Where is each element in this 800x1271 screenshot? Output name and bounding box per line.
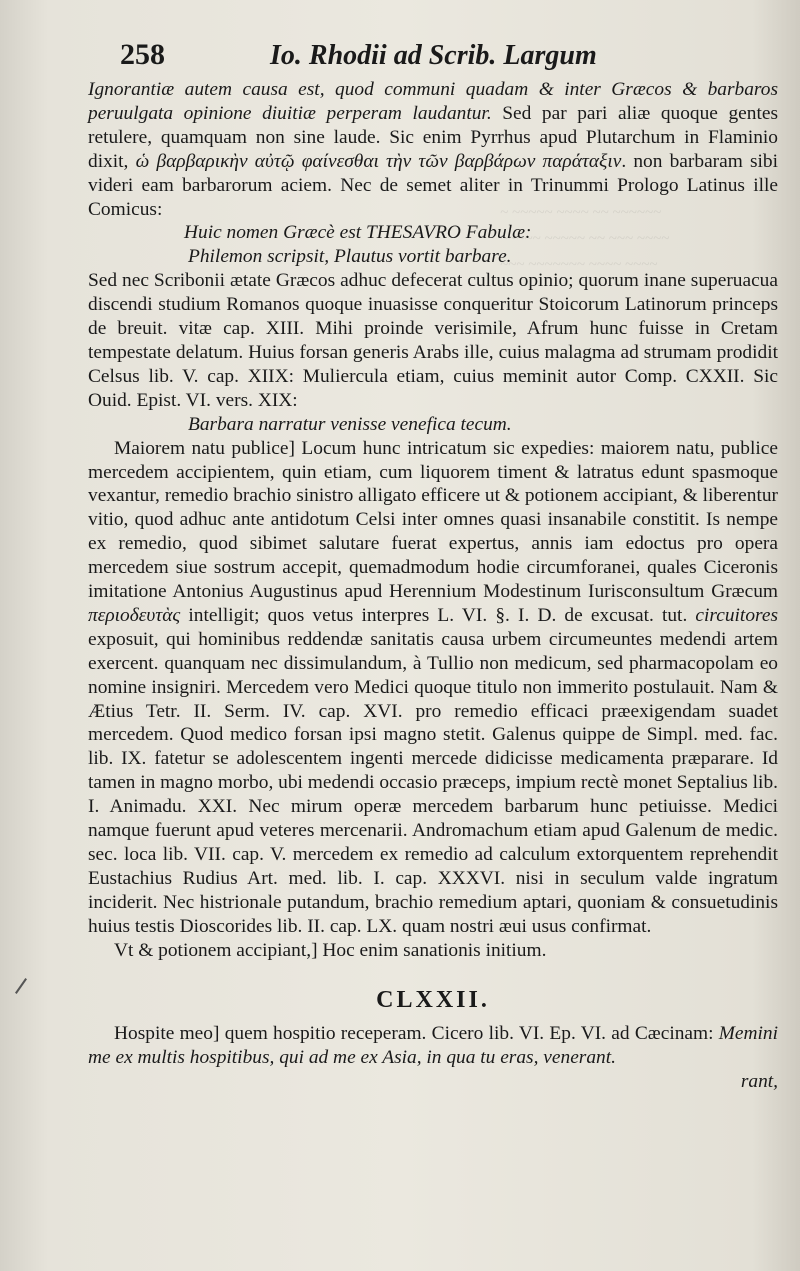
text-run: . non barbaram sibi videri eam barbarorum aciem. Nec de semet aliter in Trinummi Prologo Latinus ille Comicus: [88, 150, 779, 220]
italic-phrase: Ignorantiæ autem causa est, quod communi quadam & inter Græcos & barbaros peruulgata opinione diuitiæ perperam laudantur. [88, 79, 778, 124]
italic-quote: Memini me ex multis hospitibus, qui ad me ex Asia, in qua tu eras, venerant. [88, 1023, 778, 1069]
paragraph [88, 437, 778, 939]
page-number: 258 [120, 38, 165, 71]
verse-line: Huic nomen Græcè est THESAVRO Fabulæ: [184, 222, 532, 244]
paragraph: Sed nec Scribonii ætate Græcos adhuc defecerat cultus opinio; quorum inane superuacua discendi studium Romanos quoque inuasisse conqueritur Stoicorum Latinorum princeps de breuit. vitæ cap. XIII. Mihi proinde verisimile, Afrum hunc fuisse in Cretam tempestate delatum. Huius forsan generis Arabs ille, cuius malagma ad strumam prodidit Celsus lib. V. cap. XIIX: Muliercula etiam, cuius meminit autor Comp. CXXII. Sic Ouid. Epist. VI. vers. XIX: [88, 270, 778, 411]
text-run: intelligit; quos vetus interpres L. VI. §. I. D. de excusat. tut. [180, 604, 696, 626]
text-run: Hospite meo] quem hospitio receperam. Cicero lib. VI. Ep. VI. ad Cæcinam: [114, 1023, 719, 1045]
text-run: exposuit, qui hominibus reddendæ sanitatis causa urbem circumeuntes medendi artem exercent. quanquam nec dissimulandum, à Tullio non medicum, sed pharmacopolam eo nomine insigniri. Mercedem vero Medici quoque titulo non immerito postulauit. Nam & Ætius Tetr. II. Serm. IV. cap. XVI. pro remedio efficaci præexigendam suadet mercedem. Quod medico forsan ipsi magno stetit. Galenus quippe de Simpl. med. fac. lib. IX. fatetur se adolescentem ingenti mercede didicisse medicamenta præparare. Id tamen in magno morbo, ubi medendi occasio præceps, impium rectè monet Septalius lib. I. Animadu. XXI. Nec mirum operæ mercedem barbarum hunc petiuisse. Medici namque fuerunt apud veteres mercenarii. Andromachum etiam apud Galenum de medic. sec. loca lib. VII. cap. V. mercedem ex remedio ad calculum extorquentem reprehendit Eustachius Rudius Art. med. lib. I. cap. XXXVI. nisi in seculum valde ingratum inciderit. Nec histrionale putandum, brachio remedium aptari, quoniam & consuetudinis huius testis Dioscorides lib. II. cap. LX. quam nostri æui usus confirmat. [88, 628, 778, 937]
text-run: Sed par pari aliæ quoque gentes retulere, quamquam non sine laude. Sic enim Pyrrhus apud Plutarchum in Flaminio dixit, [88, 102, 779, 172]
running-head: Io. Rhodii ad Scrib. Largum [270, 40, 597, 71]
verse-line: Philemon scripsit, Plautus vortit barbare. [188, 246, 512, 268]
margin-mark [15, 978, 27, 994]
paragraph: Vt & potionem accipiant,] Hoc enim sanationis initium. [114, 939, 547, 961]
catchword: rant, [740, 1071, 778, 1093]
greek-word: περιοδευτὰς [88, 604, 181, 626]
page-header [120, 38, 770, 78]
italic-word: circuitores [695, 604, 778, 626]
greek-quote: ὡ βαρβαρικὴν αὐτῷ φαίνεσθαι τὴν τῶν βαρβάρων παράταξιν [135, 150, 622, 172]
paragraph [88, 1022, 778, 1070]
text-run: Maiorem natu publice] Locum hunc intricatum sic expedies: maiorem natu, publice mercedem accipientem, quin etiam, cum liquorem timent & latratus edunt spasmoque vexantur, remedio brachio sinistro alligato efficere ut & potionem accipiant, & liberentur vitio, quod adhuc ante antidotum Celsi inter omnes quasi insanabile constitit. Is nempe ex remedio, quod sibimet salutare fuerat expertus, annis iam edoctus pro opera mercedem siue sostrum accepit, quemadmodum hodie circumforanei, quales Ciceronis imitatione Antonius Augustinus apud Herennium Modestinum Iurisconsultum Græcum [88, 437, 778, 603]
main-text [88, 78, 778, 1094]
verse-line: Barbara narratur venisse venefica tecum. [188, 413, 512, 435]
section-number: CLXXII. [376, 986, 490, 1013]
bleed-through-text: ~ ~~~~~ ~~~~ ~~ ~~~~~~ ~~~~~ ~~~~~ ~~ ~~~ ~~~~ ~~~ ~~~~~~~ ~~~~ ~~~~ [500, 205, 670, 273]
paragraph [88, 78, 778, 221]
